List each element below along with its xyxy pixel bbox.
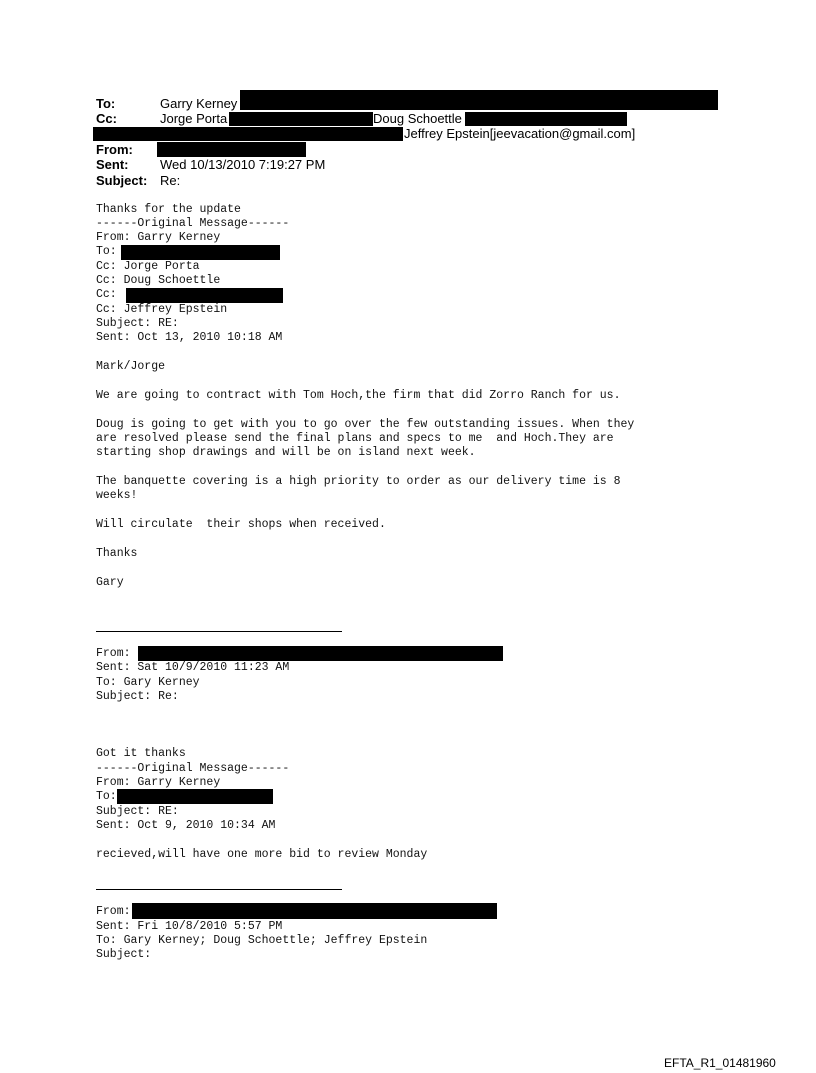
cc-label: Cc:: [96, 111, 117, 126]
body-line: Thanks: [96, 547, 138, 560]
redaction-bar: [465, 112, 627, 126]
body-line: To: Gary Kerney: [96, 676, 200, 689]
sent-label: Sent:: [96, 157, 129, 172]
body-line: From:: [96, 905, 131, 918]
body-line: Subject: RE:: [96, 805, 179, 818]
redaction-bar: [121, 245, 280, 260]
body-line: Sent: Oct 9, 2010 10:34 AM: [96, 819, 276, 832]
body-line: are resolved please send the final plans and specs to me and Hoch.They are: [96, 432, 614, 445]
body-line: From: Garry Kerney: [96, 231, 221, 244]
separator-line: [96, 889, 342, 890]
body-line: Cc: Jeffrey Epstein: [96, 303, 228, 316]
body-line: To: Gary Kerney; Doug Schoettle; Jeffrey Epstein: [96, 934, 428, 947]
body-line: weeks!: [96, 489, 138, 502]
body-line: Cc:: [96, 288, 117, 301]
cc-value-schoettle: Doug Schoettle: [373, 111, 462, 126]
body-line: recieved,will have one more bid to review Monday: [96, 848, 428, 861]
body-line: Cc: Jorge Porta: [96, 260, 200, 273]
to-label: To:: [96, 96, 116, 111]
body-line: Sent: Oct 13, 2010 10:18 AM: [96, 331, 283, 344]
cc-value-porta: Jorge Porta: [160, 111, 228, 126]
body-line: Will circulate their shops when received.: [96, 518, 386, 531]
body-line: To:: [96, 790, 117, 803]
body-line: From: Garry Kerney: [96, 776, 221, 789]
subject-label: Subject:: [96, 173, 148, 188]
redaction-bar: [240, 90, 718, 110]
body-line: starting shop drawings and will be on island next week.: [96, 446, 476, 459]
sent-value: Wed 10/13/2010 7:19:27 PM: [160, 157, 326, 172]
body-line: Subject: RE:: [96, 317, 179, 330]
body-line: Got it thanks: [96, 747, 186, 760]
redaction-bar: [138, 646, 503, 661]
cc-value-epstein: Jeffrey Epstein[jeevacation@gmail.com]: [404, 126, 636, 141]
body-line: The banquette covering is a high priority to order as our delivery time is 8: [96, 475, 621, 488]
separator-line: [96, 631, 342, 632]
body-line: Subject: Re:: [96, 690, 179, 703]
subject-value: Re:: [160, 173, 181, 188]
redaction-bar: [157, 142, 306, 157]
document-id: EFTA_R1_01481960: [664, 1056, 776, 1070]
body-line: Mark/Jorge: [96, 360, 166, 373]
redaction-bar: [126, 288, 283, 303]
body-line: Cc: Doug Schoettle: [96, 274, 221, 287]
to-value: Garry Kerney: [160, 96, 238, 111]
redaction-bar: [132, 903, 497, 919]
body-line: Thanks for the update: [96, 203, 241, 216]
body-line: Gary: [96, 576, 124, 589]
body-line: ------Original Message------: [96, 217, 290, 230]
body-line: From:: [96, 647, 131, 660]
body-line: Sent: Fri 10/8/2010 5:57 PM: [96, 920, 283, 933]
redaction-bar: [93, 127, 403, 141]
body-line: ------Original Message------: [96, 762, 290, 775]
body-line: Subject:: [96, 948, 152, 961]
body-line: Doug is going to get with you to go over the few outstanding issues. When they: [96, 418, 635, 431]
from-label: From:: [96, 142, 133, 157]
redaction-bar: [229, 112, 373, 126]
redaction-bar: [117, 789, 273, 804]
body-line: Sent: Sat 10/9/2010 11:23 AM: [96, 661, 290, 674]
body-line: We are going to contract with Tom Hoch,the firm that did Zorro Ranch for us.: [96, 389, 621, 402]
body-line: To:: [96, 245, 117, 258]
